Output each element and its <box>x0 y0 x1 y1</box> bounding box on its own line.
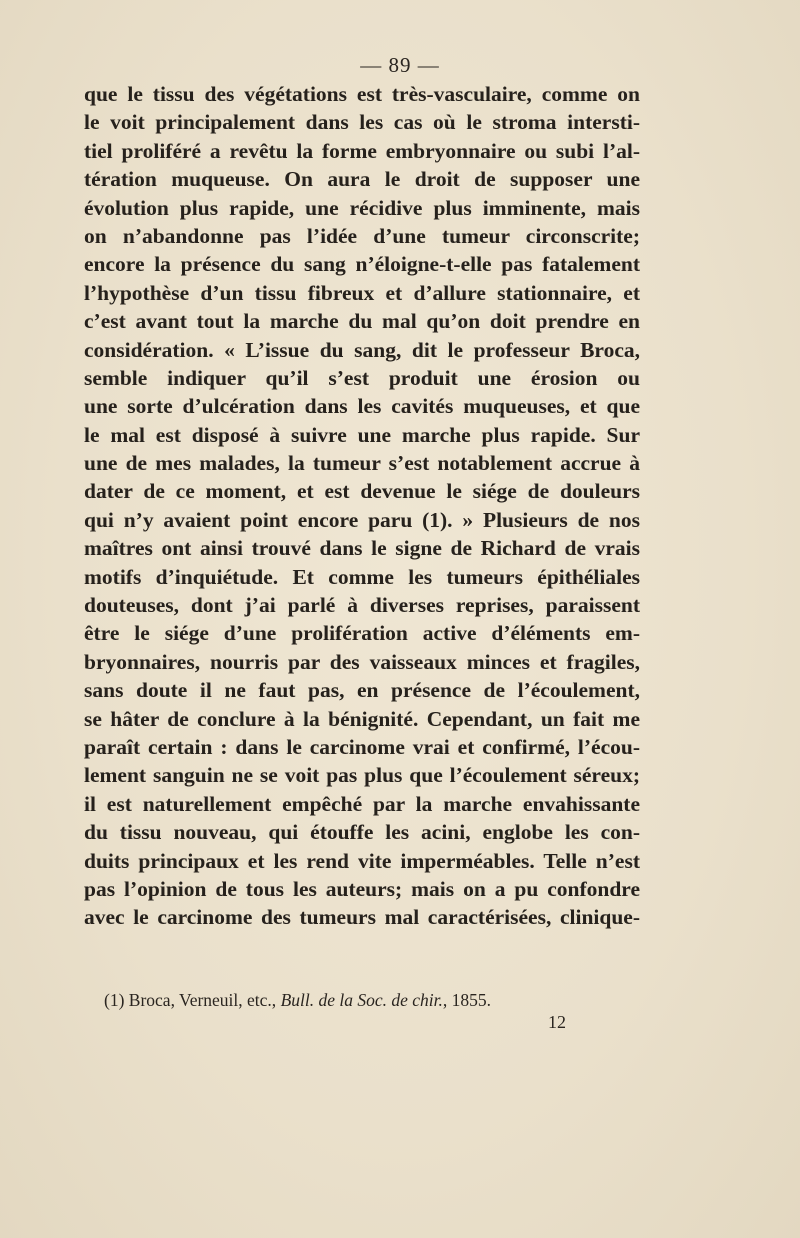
text-line: semble indiquer qu’il s’est produit une érosion ou <box>84 365 640 390</box>
footnote-authors: Broca, Verneuil, etc., <box>128 990 277 1010</box>
text-line: tiel proliféré a revêtu la forme embryonnaire ou subi l’al- <box>84 138 640 163</box>
text-line: qui n’y avaient point encore paru (1). » Plusieurs de nos <box>84 507 640 532</box>
text-line: douteuses, dont j’ai parlé à diverses reprises, paraissent <box>84 593 640 618</box>
footnote-marker: (1) <box>104 990 125 1010</box>
signature-mark: 12 <box>548 1012 566 1032</box>
text-line: avec le carcinome des tumeurs mal caractérisées, clinique- <box>84 905 640 930</box>
text-line: paraît certain : dans le carcinome vrai et confirmé, l’écou- <box>84 734 640 759</box>
footnote-journal: Bull. de la Soc. de chir. <box>280 990 443 1010</box>
text-line: tération muqueuse. On aura le droit de supposer une <box>84 167 640 192</box>
text-line: sans doute il ne faut pas, en présence de l’écoulement, <box>84 678 640 703</box>
text-line: l’hypothèse d’un tissu fibreux et d’allure stationnaire, et <box>84 280 640 305</box>
text-line: motifs d’inquiétude. Et comme les tumeurs épithéliales <box>84 564 640 589</box>
text-line: le voit principalement dans les cas où le stroma intersti- <box>84 110 640 135</box>
text-line: maîtres ont ainsi trouvé dans le signe de Richard de vrais <box>84 536 640 561</box>
text-line: encore la présence du sang n’éloigne-t-elle pas fatalement <box>84 252 640 277</box>
text-line: se hâter de conclure à la bénignité. Cependant, un fait me <box>84 706 640 731</box>
page-number: — 89 — <box>360 53 440 77</box>
text-line: lement sanguin ne se voit pas plus que l’écoulement séreux; <box>84 763 640 788</box>
text-line: évolution plus rapide, une récidive plus imminente, mais <box>84 195 640 220</box>
text-line: c’est avant tout la marche du mal qu’on doit prendre en <box>84 309 640 334</box>
text-line: bryonnaires, nourris par des vaisseaux minces et fragiles, <box>84 649 640 674</box>
text-line: duits principaux et les rend vite imperméables. Telle n’est <box>84 848 640 873</box>
footnote-year: , 1855. <box>442 990 492 1010</box>
text-line: que le tissu des végétations est très-vasculaire, comme on <box>84 82 640 106</box>
text-line: considération. « L’issue du sang, dit le professeur Broca, <box>84 337 640 362</box>
text-line: une de mes malades, la tumeur s’est notablement accrue à <box>84 451 640 476</box>
text-line: dater de ce moment, et est devenue le siége de douleurs <box>84 479 640 504</box>
text-line: une sorte d’ulcération dans les cavités muqueuses, et que <box>84 394 640 419</box>
text-line: le mal est disposé à suivre une marche plus rapide. Sur <box>84 422 640 447</box>
text-line: être le siége d’une prolifération active d’éléments em- <box>84 621 640 646</box>
text-line: il est naturellement empêché par la marche envahissante <box>84 791 640 816</box>
footnote <box>104 990 491 1011</box>
text-line: pas l’opinion de tous les auteurs; mais on a pu confondre <box>84 876 640 901</box>
text-line: on n’abandonne pas l’idée d’une tumeur circonscrite; <box>84 223 640 248</box>
text-line: du tissu nouveau, qui étouffe les acini, englobe les con- <box>84 820 640 845</box>
body-text <box>84 80 640 932</box>
